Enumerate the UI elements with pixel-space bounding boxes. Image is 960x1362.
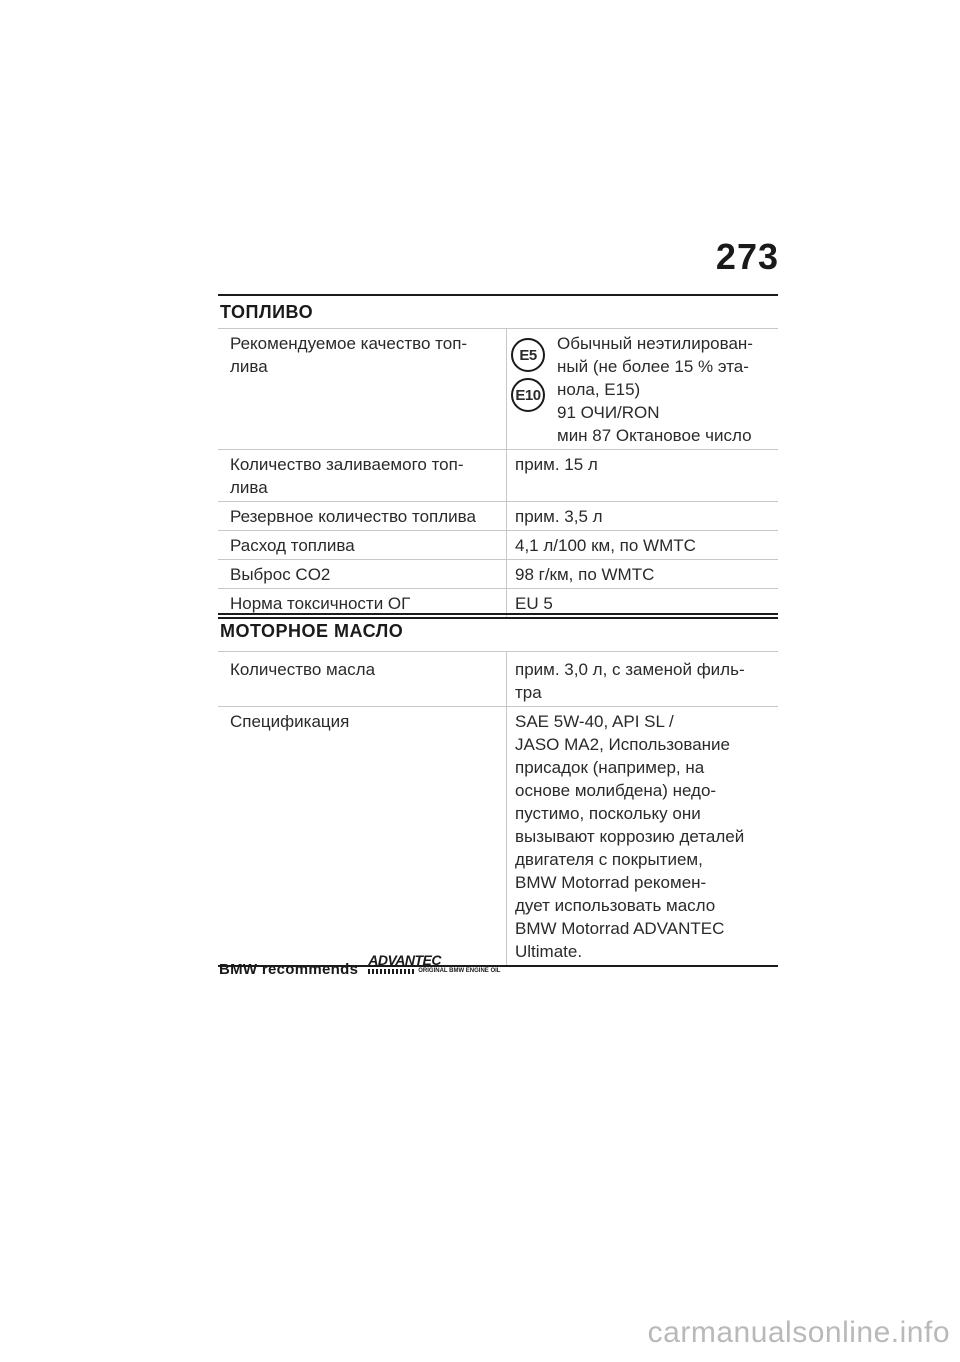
logo-subline: ORIGINAL BMW ENGINE OIL [368, 967, 500, 975]
advantec-logo-icon [368, 953, 500, 975]
oil-spec-label: Спецификация [218, 707, 507, 967]
fuel-consumption-value: 4,1 л/100 км, по WMTC [507, 531, 779, 560]
co2-label: Выброс CO2 [218, 560, 507, 589]
table-row [218, 450, 778, 502]
oil-quantity-value: прим. 3,0 л, с заменой филь- тра [507, 652, 779, 707]
fuel-section-title: ТОПЛИВО [220, 302, 314, 322]
barcode-stripe-icon [368, 969, 416, 974]
fuel-capacity-label: Количество заливаемого топ- лива [218, 450, 507, 502]
e10-badge-icon: E10 [511, 378, 545, 412]
watermark: carmanualsonline.info [647, 1316, 950, 1349]
oil-section-title: МОТОРНОЕ МАСЛО [218, 613, 778, 649]
bmw-recommends-advantec [219, 952, 501, 980]
logo-word: ADVANTEC [368, 952, 441, 968]
table-row [218, 502, 778, 531]
e5-badge-icon: E5 [511, 338, 545, 372]
fuel-reserve-label: Резервное количество топлива [218, 502, 507, 531]
table-row [218, 531, 778, 560]
fuel-capacity-value: прим. 15 л [507, 450, 779, 502]
emission-norm-label: Норма токсичности ОГ [218, 589, 507, 619]
table-row [218, 707, 778, 967]
table-row [218, 329, 778, 450]
oil-spec-value: SAE 5W-40, API SL / JASO MA2, Использование присадок (например, на основе молибдена) недо- пустимо, поскольку они вызывают коррозию деталей двигателя с покрытием, BMW Motorrad рекомен- дует использовать масло BMW Motorrad ADVANTEC Ultimate. [507, 707, 779, 967]
emission-norm-value: EU 5 [507, 589, 779, 619]
fuel-reserve-value: прим. 3,5 л [507, 502, 779, 531]
recommends-text: BMW recommends [219, 960, 359, 978]
fuel-quality-value: E5 E10 Обычный неэтилирован- ный (не более 15 % эта- нола, E15) 91 ОЧИ/RON мин 87 Октановое число [507, 329, 779, 450]
fuel-quality-label: Рекомендуемое качество топ- лива [218, 329, 507, 450]
table-row [218, 560, 778, 589]
oil-table [218, 651, 778, 967]
fuel-table [218, 328, 778, 619]
oil-section [218, 613, 778, 967]
fuel-section [218, 294, 778, 619]
page-number: 273 [715, 236, 779, 277]
fuel-consumption-label: Расход топлива [218, 531, 507, 560]
oil-quantity-label: Количество масла [218, 652, 507, 707]
table-row [218, 652, 778, 707]
co2-value: 98 г/км, по WMTC [507, 560, 779, 589]
